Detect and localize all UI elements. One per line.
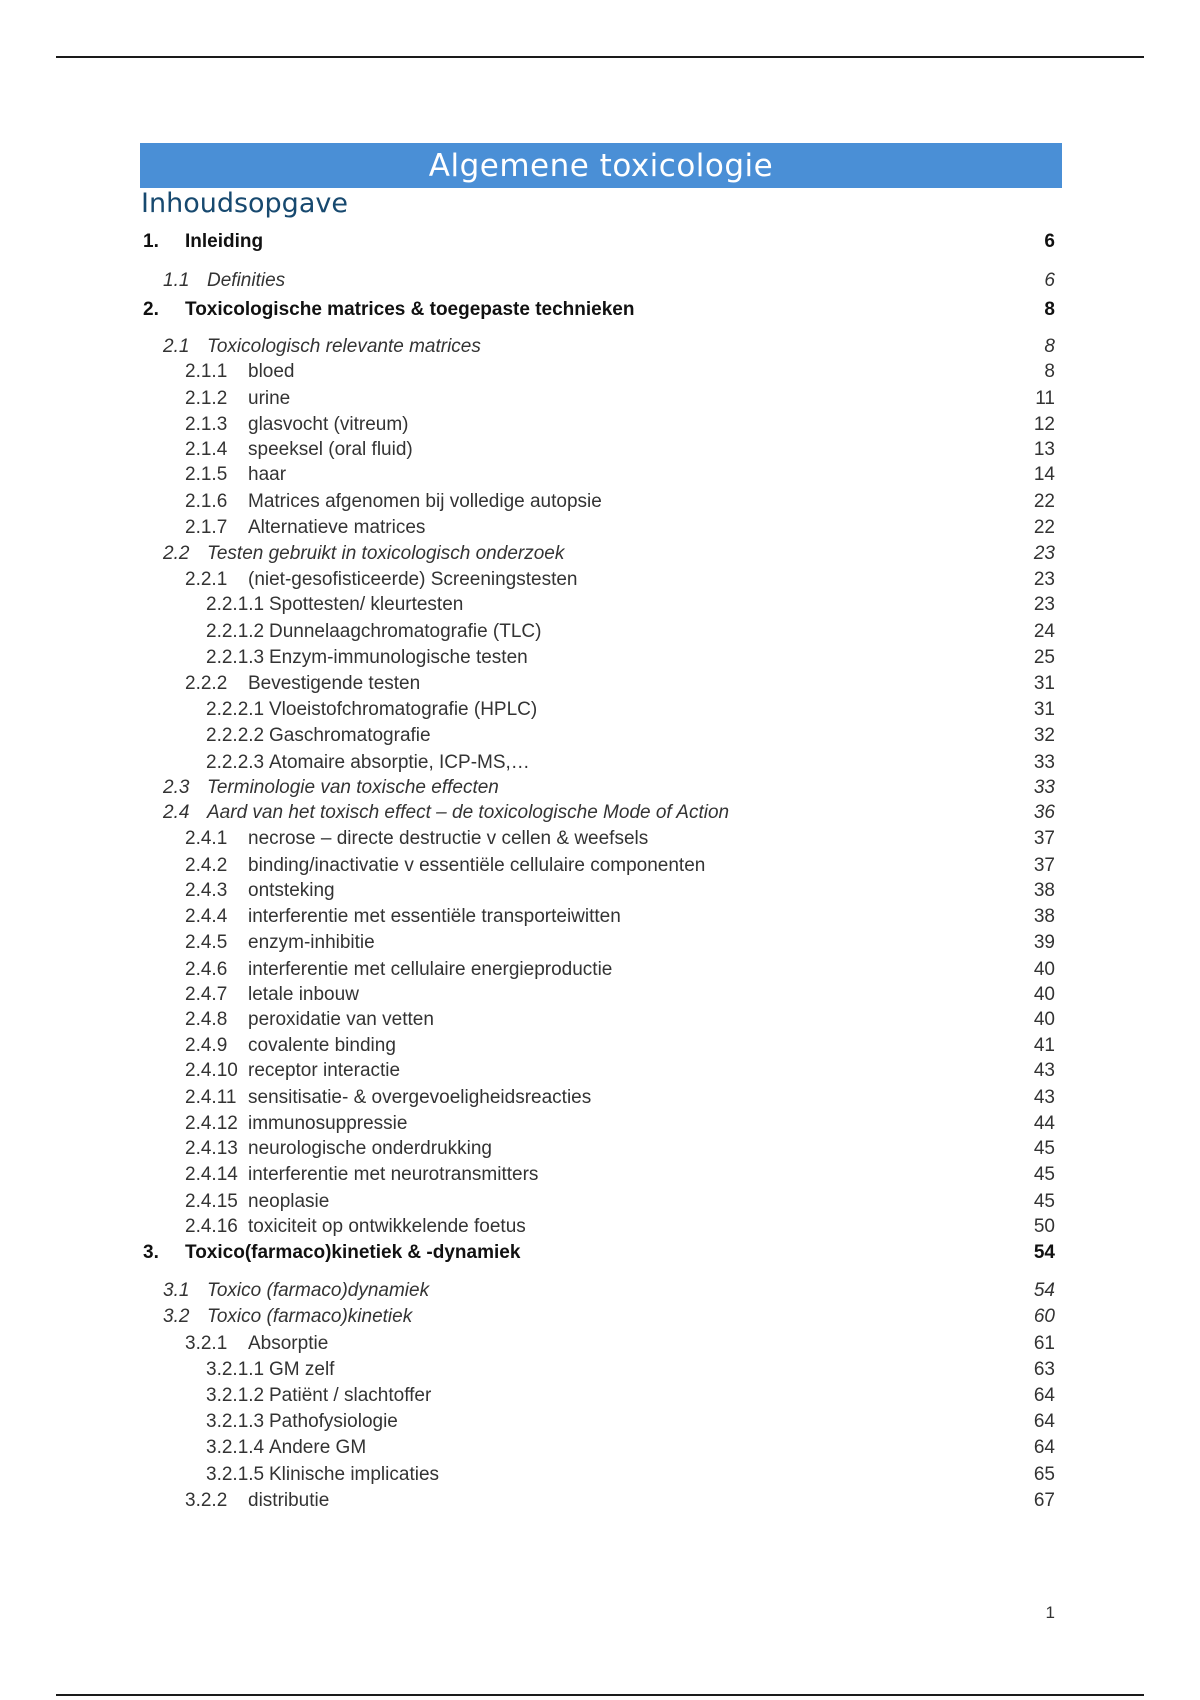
- toc-entry-page: 61: [1033, 1333, 1055, 1354]
- toc-entry-page: 8: [1044, 361, 1055, 382]
- toc-entry-title: Toxico(farmaco)kinetiek & -dynamiek: [185, 1242, 521, 1263]
- toc-entry-title: neoplasie: [248, 1191, 330, 1212]
- toc-entry[interactable]: [0, 1357, 1200, 1383]
- toc-entry-title: (niet-gesofisticeerde) Screeningstesten: [248, 569, 578, 590]
- toc-entry-number: 2.4.6: [185, 959, 228, 980]
- toc-entry[interactable]: [0, 1462, 1200, 1488]
- toc-entry-number: 2.3: [163, 777, 190, 798]
- toc-entry-title: bloed: [248, 361, 295, 382]
- toc-entry-number: 2.4.15: [185, 1191, 238, 1212]
- toc-entry-number: 2.4.8: [185, 1009, 228, 1030]
- toc-entry-title: Absorptie: [248, 1333, 329, 1354]
- toc-entry-page: 45: [1033, 1138, 1055, 1159]
- toc-entry-title: Bevestigende testen: [248, 673, 421, 694]
- toc-entry-title: receptor interactie: [248, 1060, 401, 1081]
- toc-entry[interactable]: [0, 489, 1200, 515]
- toc-entry[interactable]: [0, 1214, 1200, 1240]
- toc-entry[interactable]: [0, 878, 1200, 904]
- toc-entry[interactable]: [0, 1488, 1200, 1514]
- toc-entry[interactable]: [0, 671, 1200, 697]
- toc-entry[interactable]: [0, 1085, 1200, 1111]
- toc-entry[interactable]: [0, 1331, 1200, 1357]
- toc-entry-title: Toxicologische matrices & toegepaste technieken: [185, 299, 635, 320]
- toc-entry-number: 2.2.2.2: [206, 725, 265, 746]
- toc-entry-number: 2.2.1.1: [206, 594, 265, 615]
- toc-heading: Inhoudsopgave: [141, 188, 348, 219]
- toc-entry-title: GM zelf: [269, 1359, 335, 1380]
- toc-entry-page: 60: [1033, 1306, 1055, 1327]
- toc-entry-title: Andere GM: [269, 1437, 367, 1458]
- toc-entry-title: Toxico (farmaco)dynamiek: [207, 1280, 430, 1301]
- toc-entry-title: binding/inactivatie v essentiële cellulaire componenten: [248, 855, 706, 876]
- toc-entry[interactable]: [0, 1435, 1200, 1461]
- toc-entry[interactable]: [0, 359, 1200, 385]
- toc-entry-page: 12: [1033, 414, 1055, 435]
- toc-entry-page: 13: [1033, 439, 1055, 460]
- toc-entry-page: 22: [1033, 517, 1055, 538]
- toc-entry-number: 2.4.12: [185, 1113, 238, 1134]
- toc-entry-number: 3.2.2: [185, 1490, 228, 1511]
- toc-entry-number: 2.1.7: [185, 517, 228, 538]
- toc-entry-number: 2.4.1: [185, 828, 228, 849]
- toc-entry-page: 22: [1033, 491, 1055, 512]
- toc-entry-title: Alternatieve matrices: [248, 517, 426, 538]
- toc-entry-page: 40: [1033, 984, 1055, 1005]
- toc-entry[interactable]: [0, 1240, 1200, 1266]
- toc-entry[interactable]: [0, 645, 1200, 671]
- toc-entry-number: 2.1.4: [185, 439, 228, 460]
- toc-entry-page: 14: [1033, 464, 1055, 485]
- toc-entry-page: 31: [1033, 673, 1055, 694]
- toc-entry-page: 67: [1033, 1490, 1055, 1511]
- toc-entry-title: Patiënt / slachtoffer: [269, 1385, 432, 1406]
- toc-entry[interactable]: [0, 437, 1200, 463]
- toc-entry-title: peroxidatie van vetten: [248, 1009, 434, 1030]
- toc-entry[interactable]: [0, 1007, 1200, 1033]
- toc-entry-title: Toxico (farmaco)kinetiek: [207, 1306, 413, 1327]
- toc-entry-number: 3.2.1.4: [206, 1437, 265, 1458]
- toc-entry[interactable]: [0, 723, 1200, 749]
- toc-entry-title: interferentie met cellulaire energieproductie: [248, 959, 613, 980]
- toc-entry-page: 41: [1033, 1035, 1055, 1056]
- toc-entry-number: 2.2.2.3: [206, 752, 265, 773]
- toc-entry-number: 2.4.10: [185, 1060, 238, 1081]
- toc-entry[interactable]: [0, 619, 1200, 645]
- toc-entry-page: 64: [1033, 1437, 1055, 1458]
- toc-entry-page: 64: [1033, 1385, 1055, 1406]
- toc-entry-number: 3.2.1.3: [206, 1411, 265, 1432]
- toc-entry[interactable]: [0, 567, 1200, 593]
- toc-entry-number: 2.4.14: [185, 1164, 238, 1185]
- toc-entry-number: 3.2.1.5: [206, 1464, 265, 1485]
- toc-entry-page: 43: [1033, 1087, 1055, 1108]
- toc-entry-number: 3.: [143, 1242, 159, 1263]
- toc-entry[interactable]: [0, 412, 1200, 438]
- toc-entry[interactable]: [0, 1033, 1200, 1059]
- toc-entry-title: immunosuppressie: [248, 1113, 408, 1134]
- toc-entry-page: 6: [1044, 231, 1055, 252]
- toc-entry[interactable]: [0, 697, 1200, 723]
- toc-entry[interactable]: [0, 775, 1200, 801]
- toc-entry-title: Testen gebruikt in toxicologisch onderzoek: [207, 543, 565, 564]
- toc-entry-number: 3.1: [163, 1280, 190, 1301]
- toc-entry-page: 45: [1033, 1191, 1055, 1212]
- toc-entry[interactable]: [0, 853, 1200, 879]
- toc-entry-title: neurologische onderdrukking: [248, 1138, 492, 1159]
- toc-entry-title: covalente binding: [248, 1035, 396, 1056]
- toc-entry-number: 2.4.11: [185, 1087, 237, 1108]
- toc-entry[interactable]: [0, 1278, 1200, 1304]
- toc-entry-page: 8: [1044, 299, 1055, 320]
- toc-entry-number: 2.2.2.1: [206, 699, 265, 720]
- toc-entry-page: 37: [1033, 828, 1055, 849]
- toc-entry-title: Spottesten/ kleurtesten: [269, 594, 464, 615]
- toc-entry[interactable]: [0, 229, 1200, 255]
- toc-entry-title: urine: [248, 388, 291, 409]
- toc-entry-number: 2.1: [163, 336, 190, 357]
- toc-entry[interactable]: [0, 515, 1200, 541]
- toc-entry[interactable]: [0, 1136, 1200, 1162]
- toc-entry-page: 23: [1033, 594, 1055, 615]
- toc-entry-title: enzym-inhibitie: [248, 932, 375, 953]
- toc-entry-page: 50: [1033, 1216, 1055, 1237]
- toc-entry-number: 2.1.2: [185, 388, 228, 409]
- document-title: Algemene toxicologie: [428, 147, 774, 184]
- toc-entry-page: 38: [1033, 906, 1055, 927]
- toc-entry[interactable]: [0, 1111, 1200, 1137]
- toc-entry[interactable]: [0, 904, 1200, 930]
- toc-entry-number: 2.1.5: [185, 464, 228, 485]
- toc-entry-page: 39: [1033, 932, 1055, 953]
- toc-entry-number: 2.4.13: [185, 1138, 238, 1159]
- toc-entry-page: 40: [1033, 959, 1055, 980]
- toc-entry-number: 1.: [143, 231, 159, 252]
- toc-entry-number: 2.4.5: [185, 932, 228, 953]
- toc-entry-page: 31: [1033, 699, 1055, 720]
- toc-entry-number: 3.2.1: [185, 1333, 228, 1354]
- toc-entry-page: 38: [1033, 880, 1055, 901]
- toc-entry-title: Definities: [207, 270, 286, 291]
- toc-entry-page: 44: [1033, 1113, 1055, 1134]
- toc-entry[interactable]: [0, 541, 1200, 567]
- toc-entry-number: 2.4.2: [185, 855, 228, 876]
- toc-entry-number: 2.1.1: [185, 361, 228, 382]
- toc-entry-title: glasvocht (vitreum): [248, 414, 409, 435]
- toc-entry-number: 2.2.1.3: [206, 647, 265, 668]
- toc-entry-title: speeksel (oral fluid): [248, 439, 413, 460]
- toc-entry-page: 11: [1035, 388, 1055, 409]
- toc-entry-page: 40: [1033, 1009, 1055, 1030]
- toc-entry[interactable]: [0, 826, 1200, 852]
- toc-entry[interactable]: [0, 268, 1200, 294]
- toc-entry-page: 32: [1033, 725, 1055, 746]
- toc-entry-title: distributie: [248, 1490, 330, 1511]
- toc-entry-number: 2.4.3: [185, 880, 228, 901]
- toc-entry-title: Matrices afgenomen bij volledige autopsie: [248, 491, 602, 512]
- toc-entry-page: 54: [1033, 1242, 1055, 1263]
- toc-entry[interactable]: [0, 386, 1200, 412]
- page-number: 1: [1045, 1603, 1055, 1622]
- toc-entry-number: 3.2.1.1: [206, 1359, 265, 1380]
- toc-entry-title: sensitisatie- & overgevoeligheidsreacties: [248, 1087, 592, 1108]
- toc-entry-page: 33: [1033, 752, 1055, 773]
- toc-entry-number: 3.2.1.2: [206, 1385, 265, 1406]
- toc-entry[interactable]: [0, 592, 1200, 618]
- toc-entry-number: 2.1.6: [185, 491, 228, 512]
- toc-entry[interactable]: [0, 982, 1200, 1008]
- toc-entry-title: Vloeistofchromatografie (HPLC): [269, 699, 538, 720]
- toc-entry-number: 2.4.7: [185, 984, 228, 1005]
- toc-entry[interactable]: [0, 1409, 1200, 1435]
- toc-entry-title: interferentie met essentiële transporteiwitten: [248, 906, 621, 927]
- toc-entry-number: 2.4.16: [185, 1216, 238, 1237]
- toc-entry-title: necrose – directe destructie v cellen & weefsels: [248, 828, 649, 849]
- toc-entry-page: 23: [1033, 543, 1055, 564]
- toc-entry-title: interferentie met neurotransmitters: [248, 1164, 539, 1185]
- toc-entry-title: Gaschromatografie: [269, 725, 431, 746]
- toc-entry-number: 2.2.1: [185, 569, 228, 590]
- toc-entry-number: 2.4.9: [185, 1035, 228, 1056]
- toc-entry[interactable]: [0, 930, 1200, 956]
- toc-entry-title: Atomaire absorptie, ICP-MS,…: [269, 752, 530, 773]
- toc-entry-title: Aard van het toxisch effect – de toxicologische Mode of Action: [207, 802, 730, 823]
- toc-entry[interactable]: [0, 957, 1200, 983]
- toc-entry-number: 2.2: [163, 543, 190, 564]
- toc-entry[interactable]: [0, 800, 1200, 826]
- toc-entry[interactable]: [0, 750, 1200, 776]
- toc-entry-page: 25: [1033, 647, 1055, 668]
- toc-entry[interactable]: [0, 462, 1200, 488]
- toc-entry-title: Inleiding: [185, 231, 264, 252]
- toc-entry-page: 33: [1033, 777, 1055, 798]
- toc-entry-number: 2.1.3: [185, 414, 228, 435]
- toc-entry-page: 65: [1033, 1464, 1055, 1485]
- toc-entry-title: Enzym-immunologische testen: [269, 647, 528, 668]
- toc-entry-title: ontsteking: [248, 880, 335, 901]
- toc-entry-page: 8: [1044, 336, 1055, 357]
- toc-entry-title: Terminologie van toxische effecten: [207, 777, 499, 798]
- toc-entry-number: 2.: [143, 299, 159, 320]
- toc-entry-page: 36: [1033, 802, 1055, 823]
- toc-entry-number: 1.1: [163, 270, 190, 291]
- toc-entry-number: 2.4: [163, 802, 190, 823]
- toc-entry-page: 43: [1033, 1060, 1055, 1081]
- toc-entry-number: 2.4.4: [185, 906, 228, 927]
- toc-entry-page: 63: [1033, 1359, 1055, 1380]
- toc-entry-page: 64: [1033, 1411, 1055, 1432]
- toc-entry[interactable]: [0, 1162, 1200, 1188]
- toc-entry-page: 6: [1044, 270, 1055, 291]
- toc-entry-page: 45: [1033, 1164, 1055, 1185]
- toc-entry-number: 3.2: [163, 1306, 190, 1327]
- toc-entry[interactable]: [0, 1304, 1200, 1330]
- toc-entry[interactable]: [0, 1189, 1200, 1215]
- toc-entry-title: Toxicologisch relevante matrices: [207, 336, 481, 357]
- toc-entry[interactable]: [0, 297, 1200, 323]
- bottom-rule: [56, 1694, 1144, 1696]
- toc-entry-page: 54: [1033, 1280, 1055, 1301]
- toc-entry-title: Pathofysiologie: [269, 1411, 398, 1432]
- toc-entry[interactable]: [0, 1383, 1200, 1409]
- toc-entry[interactable]: [0, 334, 1200, 360]
- toc-entry-title: letale inbouw: [248, 984, 359, 1005]
- toc-entry-number: 2.2.2: [185, 673, 228, 694]
- toc-entry-title: toxiciteit op ontwikkelende foetus: [248, 1216, 526, 1237]
- toc-entry-title: Dunnelaagchromatografie (TLC): [269, 621, 542, 642]
- toc-entry-title: Klinische implicaties: [269, 1464, 440, 1485]
- toc-entry[interactable]: [0, 1058, 1200, 1084]
- toc-entry-number: 2.2.1.2: [206, 621, 265, 642]
- toc-entry-page: 23: [1033, 569, 1055, 590]
- toc-entry-page: 24: [1033, 621, 1055, 642]
- toc-entry-page: 37: [1033, 855, 1055, 876]
- toc-entry-title: haar: [248, 464, 287, 485]
